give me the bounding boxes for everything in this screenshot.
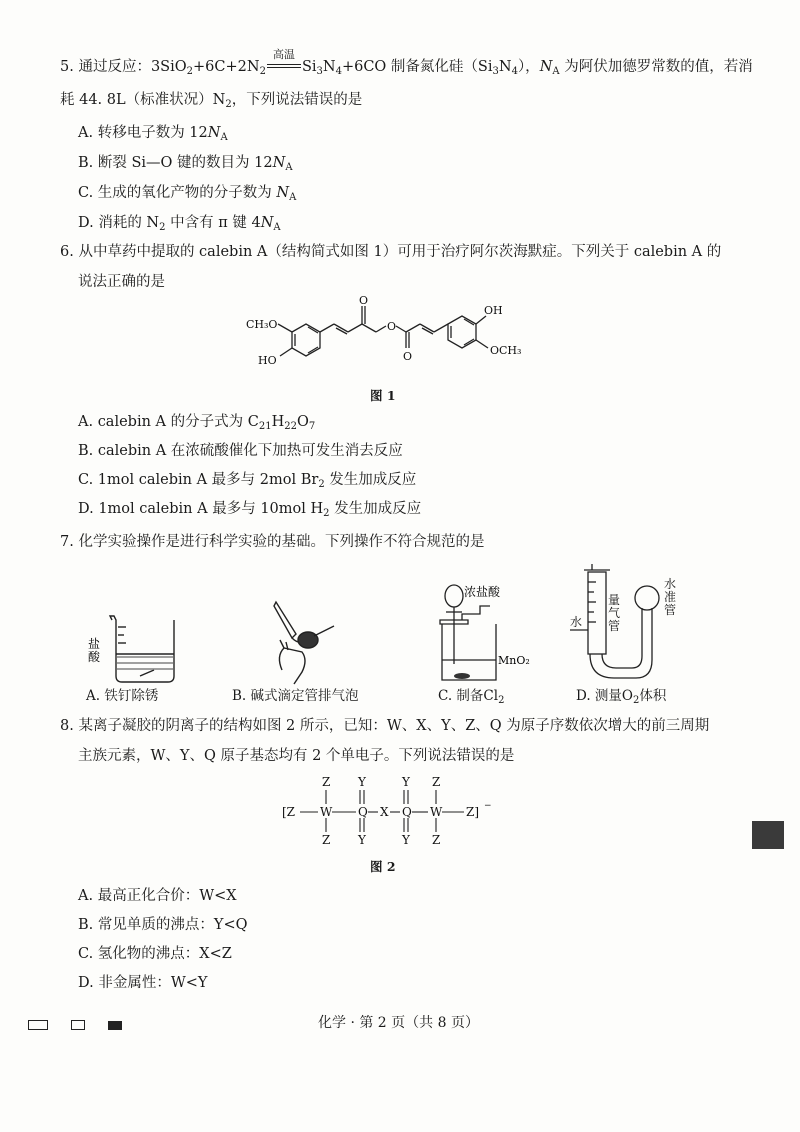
carbonyl-o-label: O	[403, 350, 413, 363]
q8-stem-line2: 主族元素，W、Y、Q 原子基态均有 2 个单电子。下列说法错误的是	[78, 748, 515, 764]
q7-option-a[interactable]: A. 铁钉除锈	[86, 688, 159, 704]
q6-option-b[interactable]: B. calebin A 在浓硫酸催化下加热可发生消去反应	[78, 443, 403, 459]
q8-option-c[interactable]: C. 氢化物的沸点：X<Z	[78, 946, 232, 962]
q6-option-c[interactable]: C. 1mol calebin A 最多与 2mol $Br_2$ 发生加成反应	[78, 472, 417, 490]
q7-stem: 7. 化学实验操作是进行科学实验的基础。下列操作不符合规范的是	[60, 534, 485, 550]
burette-label: 量气管	[608, 593, 621, 633]
svg-text:W: W	[430, 805, 443, 819]
oxygen-volume-figure	[566, 560, 706, 688]
left-benzene-ring	[292, 324, 320, 356]
q7-option-d[interactable]: D. 测量$O_2$体积	[576, 688, 667, 706]
q5-option-c[interactable]: C. 生成的氧化产物的分子数为 $N_A$	[78, 185, 297, 203]
water-label: 水	[570, 615, 583, 629]
chlorine-prep-figure	[432, 576, 542, 688]
q5-stem: 5. 通过反应：$3SiO_2+6C+2N_2$ 高温 $Si_3N_4+6CO$ 制备氮化硅$(Si_3N_4)$，$N_A$ 为阿伏加德罗常数的值，若消	[60, 48, 753, 77]
calebin-structure-figure	[240, 292, 540, 380]
oh-right-label: OH	[484, 304, 503, 317]
svg-text:W: W	[320, 805, 333, 819]
ho-left-label: HO	[258, 354, 277, 367]
q6-stem: 6. 从中草药中提取的 calebin A（结构简式如图 1）可用于治疗阿尔茨海默症。下列关于 calebin A 的	[60, 244, 722, 260]
q8-option-b[interactable]: B. 常见单质的沸点：Y<Q	[78, 917, 248, 933]
svg-text:Y: Y	[402, 775, 410, 789]
anion-structure-figure	[280, 776, 490, 848]
svg-text:−: −	[484, 801, 492, 811]
q7-option-c[interactable]: C. 制备$Cl_2$	[438, 688, 505, 706]
ketone-o-label: O	[359, 294, 369, 307]
svg-text:[Z: [Z	[282, 805, 296, 819]
burette-bubble-figure	[262, 600, 342, 686]
svg-text:Y: Y	[358, 775, 366, 789]
footer-marks	[28, 1015, 140, 1034]
margin-marker	[752, 821, 784, 849]
q5-option-b[interactable]: B. 断裂 Si—O 键的数目为 $12N_A$	[78, 155, 293, 173]
svg-text:Z: Z	[322, 775, 331, 789]
q8-stem: 8. 某离子凝胶的阴离子的结构如图 2 所示，已知：W、X、Y、Z、Q 为原子序数依次增大的前三周期	[60, 718, 710, 734]
reaction-condition: 高温	[266, 57, 302, 77]
q5-stem-line2: 耗 44. 8L（标准状况）$N_2$，下列说法错误的是	[60, 92, 363, 110]
q8-option-a[interactable]: A. 最高正化合价：W<X	[78, 888, 237, 904]
ester-o-label: O	[387, 320, 397, 333]
svg-text:Z: Z	[432, 833, 441, 847]
svg-text:Q: Q	[402, 805, 412, 819]
svg-text:Y: Y	[358, 833, 366, 847]
svg-text:Y: Y	[402, 833, 410, 847]
svg-text:Z: Z	[322, 833, 331, 847]
svg-text:Z]: Z]	[466, 805, 480, 819]
conc-hcl-label: 浓盐酸	[464, 585, 501, 599]
och3-left-label: CH₃O	[246, 318, 278, 331]
page-footer: 化学 · 第 2 页（共 8 页）	[318, 1015, 479, 1031]
beaker-rust-removal-figure	[84, 612, 184, 686]
mno2-label: MnO₂	[498, 654, 530, 667]
right-benzene-ring	[448, 316, 476, 348]
q5-option-a[interactable]: A. 转移电子数为 $12N_A$	[78, 125, 228, 143]
hcl-label: 盐酸	[88, 637, 101, 664]
svg-text:X: X	[380, 805, 389, 819]
figure-1-caption: 图 1	[370, 388, 396, 403]
q5-option-d[interactable]: D. 消耗的 $N_2$ 中含有 π 键 $4N_A$	[78, 215, 281, 233]
q6-option-d[interactable]: D. 1mol calebin A 最多与 10mol $H_2$ 发生加成反应	[78, 501, 422, 519]
q8-option-d[interactable]: D. 非金属性：W<Y	[78, 975, 208, 991]
level-tube-label: 水准管	[664, 577, 677, 617]
och3-right-label: OCH₃	[490, 344, 522, 357]
q6-stem-line2: 说法正确的是	[78, 274, 165, 290]
svg-text:Q: Q	[358, 805, 368, 819]
q6-option-a[interactable]: A. calebin A 的分子式为 $C_{21}H_{22}O_7$	[78, 414, 316, 432]
svg-text:Z: Z	[432, 775, 441, 789]
q7-option-b[interactable]: B. 碱式滴定管排气泡	[232, 688, 359, 704]
figure-2-caption: 图 2	[370, 859, 396, 874]
